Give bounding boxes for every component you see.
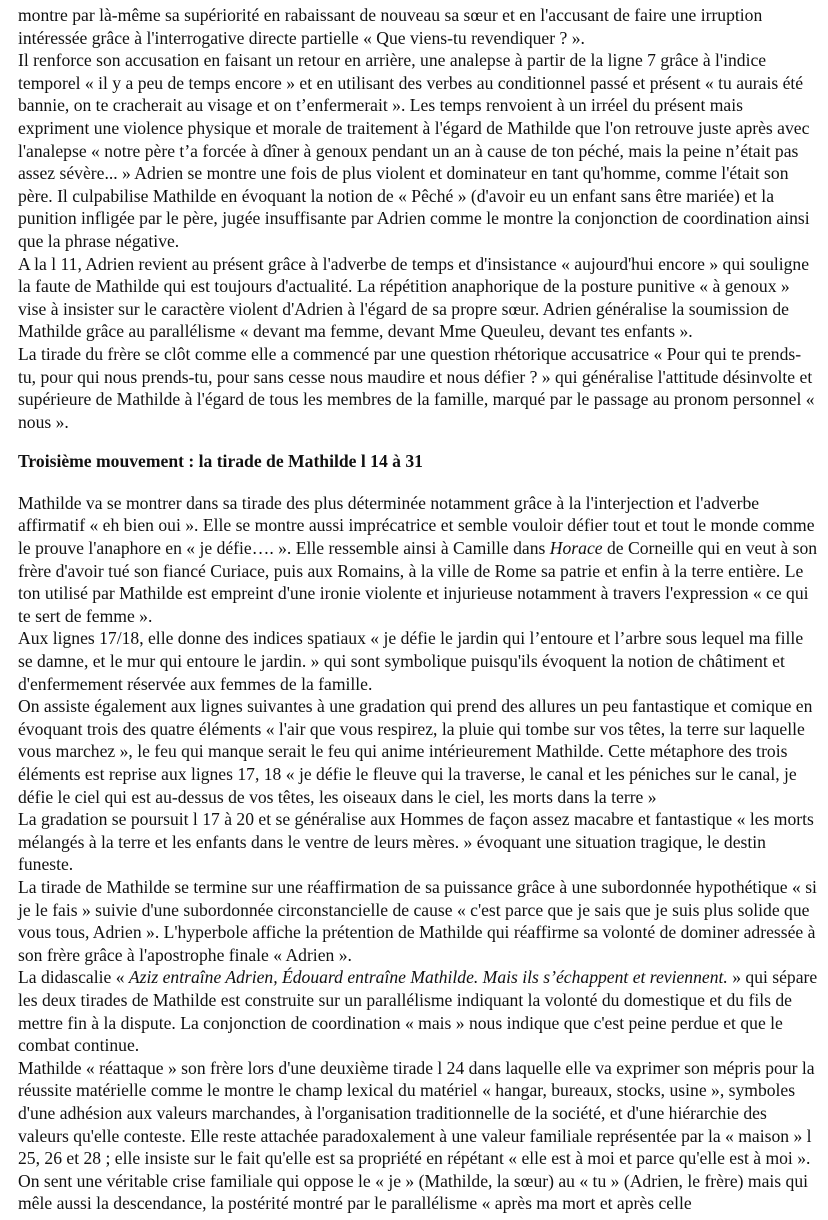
paragraph-11: Mathilde « réattaque » son frère lors d'une deuxième tirade l 24 dans laquelle elle va exprimer son mépris pour la réussite matérielle comme le montre le champ lexical du matériel « hangar, bureaux, stocks, usine », symboles d'une adhésion aux valeurs marchandes, à l'organisation traditionnelle de la société, et d'une hiérarchie des valeurs qu'elle conteste. Elle reste attachée paradoxalement à une valeur familiale représentée par la « maison » l 25, 26 et 28 ; elle insiste sur le fait qu'elle est sa propriété en répétant « elle est à moi et parce qu'elle est à moi ». (18, 1057, 815, 1169)
paragraph-1: montre par là-même sa supériorité en rabaissant de nouveau sa sœur et en l'accusant de faire une irruption intéressée grâce à l'interrogative directe partielle « Que viens-tu revendiquer ? ». (18, 5, 763, 48)
paragraph-10-text-b: » qui sépare les deux tirades de Mathilde est construite sur un parallélisme indiquant la volonté du domestique et du fils de mettre fin à la dispute. La conjonction de coordination « mais » nous indique que c'est peine perdue et que le combat continue. (18, 967, 818, 1056)
work-title-horace: Horace (549, 538, 603, 559)
section-heading: Troisième mouvement : la tirade de Mathilde l 14 à 31 (18, 451, 423, 472)
paragraph-2: Il renforce son accusation en faisant un retour en arrière, une analepse à partir de la ligne 7 grâce à l'indice temporel « il y a peu de temps encore » et en utilisant des verbes au conditionnel passé et présent « tu aurais été bannie, on te cracherait au visage et on t’enfermerait ». Les temps renvoient à un irréel du présent mais expriment une violence physique et morale de traitement à l'égard de Mathilde que l'on retrouve juste après avec l'analepse « notre père t’a forcée à dîner à genoux pendant un an à cause de ton péché, mais la peine n’était pas assez sévère... » Adrien se montre une fois de plus violent et dominateur en tant qu'homme, comme l'était son père. Il culpabilise Mathilde en évoquant la notion de « Pêché » (d'avoir eu un enfant sans être mariée) et la punition infligée par le père, jugée insuffisante par Adrien comme le montre la conjonction de coordination ainsi que la phrase négative. (18, 50, 810, 251)
paragraph-7: On assiste également aux lignes suivantes à une gradation qui prend des allures un peu fantastique et comique en évoquant trois des quatre éléments « l'air que vous respirez, la pluie qui tombe sur vos têtes, la terre sur laquelle vous marchez », le feu qui manque serait le feu qui anime intérieurement Mathilde. Cette métaphore des trois éléments est reprise aux lignes 17, 18 « je défie le fleuve qui la traverse, le canal et les péniches sur le canal, je défie le ciel qui est au-dessus de vos têtes, les oiseaux dans le ciel, les morts dans la terre » (18, 696, 813, 807)
document-page (18, 4, 818, 1215)
paragraph-5-text-a: Mathilde va se montrer dans sa tirade des plus déterminée notamment grâce à la l'interjection et l'adverbe affirmatif « eh bien oui ». Elle se montre aussi imprécatrice et semble vouloir défier tout et tout le monde comme le prouve l'anaphore en « je défie…. ». Elle ressemble ainsi à Camille dans (18, 492, 815, 559)
paragraph-5-text-b: de Corneille qui en veut à son frère d'avoir tué son fiancé Curiace, puis aux Romains, à la ville de Rome sa patrie et enfin à la terre entière. Le ton utilisé par Mathilde est empreint d'une ironie violente et injurieuse notamment à travers l'expression « ce qui te sert de femme ». (18, 538, 818, 626)
paragraph-4: La tirade du frère se clôt comme elle a commencé par une question rhétorique accusatrice « Pour qui te prends-tu, pour qui nous prends-tu, pour sans cesse nous maudire et nous défier ? » qui généralise l'attitude désinvolte et supérieure de Mathilde à l'égard de tous les membres de la famille, marqué par le passage au pronom personnel « nous ». (18, 343, 815, 432)
paragraph-9: La tirade de Mathilde se termine sur une réaffirmation de sa puissance grâce à une subordonnée hypothétique « si je le fais » suivie d'une subordonnée circonstancielle de cause « c'est parce que je sais que je suis plus solide que vous tous, Adrien ». L'hyperbole affiche la prétention de Mathilde qui réaffirme sa volonté de dominer adressée à son frère grâce à l'apostrophe finale « Adrien ». (18, 876, 817, 965)
paragraph-10 (18, 966, 818, 1056)
paragraph-6: Aux lignes 17/18, elle donne des indices spatiaux « je défie le jardin qui l’entoure et l’arbre sous lequel ma fille se damne, et le mur qui entoure le jardin. » qui sont symbolique puisqu'ils évoquent la notion de châtiment et d'enfermement réservée aux femmes de la famille. (18, 628, 804, 694)
paragraph-5 (18, 492, 818, 628)
paragraph-12: On sent une véritable crise familiale qui oppose le « je » (Mathilde, la sœur) au « tu » (Adrien, le frère) mais qui mêle aussi la descendance, la postérité montré par le parallélisme « après ma mort et après celle (18, 1170, 809, 1214)
paragraph-8: La gradation se poursuit l 17 à 20 et se généralise aux Hommes de façon assez macabre et fantastique « les morts mélangés à la terre et les enfants dans le ventre de leurs mères. » évoquant une situation tragique, le destin funeste. (18, 809, 814, 875)
stage-direction: Aziz entraîne Adrien, Édouard entraîne Mathilde. Mais ils s’échappent et reviennent. (128, 967, 728, 988)
paragraph-10-text-a: La didascalie « (18, 967, 129, 988)
paragraph-3: A la l 11, Adrien revient au présent grâce à l'adverbe de temps et d'insistance « aujourd'hui encore » qui souligne la faute de Mathilde qui est toujours d'actualité. La répétition anaphorique de la posture punitive « à genoux » vise à insister sur le caractère violent d'Adrien à l'égard de sa propre sœur. Adrien généralise la soumission de Mathilde grâce au parallélisme « devant ma femme, devant Mme Queuleu, devant tes enfants ». (18, 253, 810, 342)
